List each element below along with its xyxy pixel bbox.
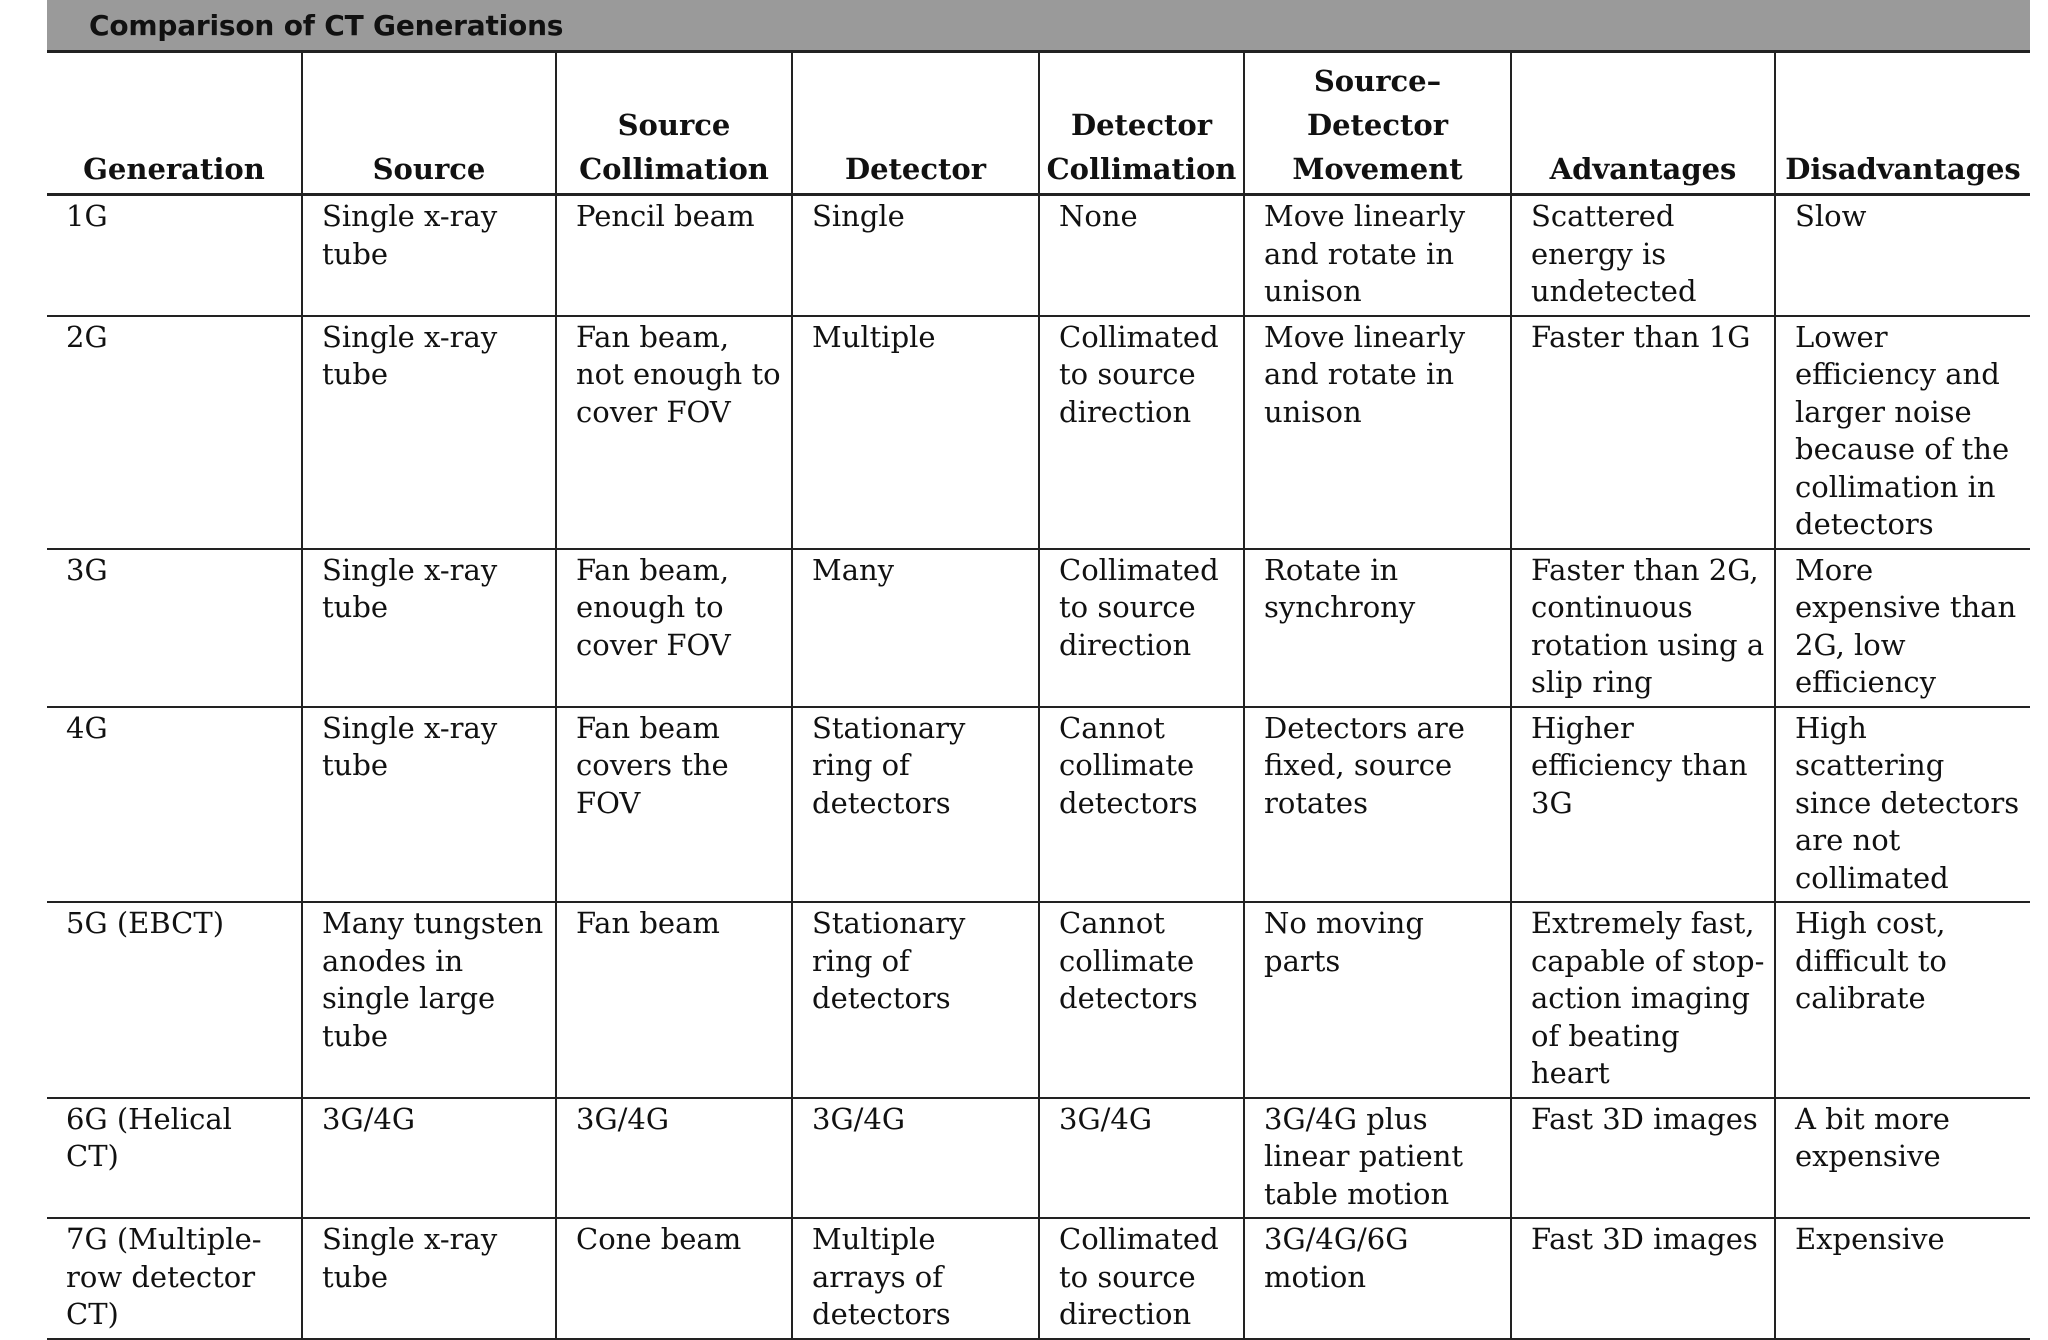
cell-source-collimation: Fan beam covers the FOV (556, 707, 792, 903)
header-detector-collimation: Detector Collimation (1039, 53, 1244, 195)
cell-generation: 4G (47, 707, 302, 903)
cell-disadvantages: High cost, difficult to calibrate (1775, 902, 2030, 1098)
cell-movement: 3G/4G plus linear patient table motion (1244, 1098, 1511, 1219)
cell-detector: Stationary ring of detectors (792, 707, 1039, 903)
cell-source: Single x-ray tube (302, 195, 556, 316)
cell-source-collimation: Pencil beam (556, 195, 792, 316)
cell-advantages: Higher efficiency than 3G (1511, 707, 1775, 903)
table-row (47, 549, 2030, 707)
header-source-detector-movement: Source–Detector Movement (1244, 53, 1511, 195)
cell-advantages: Fast 3D images (1511, 1098, 1775, 1219)
header-disadvantages: Disadvantages (1775, 53, 2030, 195)
cell-disadvantages: Slow (1775, 195, 2030, 316)
cell-advantages: Extremely fast, capable of stop-action imaging of beating heart (1511, 902, 1775, 1098)
cell-disadvantages: A bit more expensive (1775, 1098, 2030, 1219)
cell-source: Single x-ray tube (302, 1218, 556, 1339)
cell-movement: 3G/4G/6G motion (1244, 1218, 1511, 1339)
cell-generation: 1G (47, 195, 302, 316)
cell-disadvantages: More expensive than 2G, low efficiency (1775, 549, 2030, 707)
cell-advantages: Fast 3D images (1511, 1218, 1775, 1339)
table-row (47, 195, 2030, 316)
header-source-collimation: Source Collimation (556, 53, 792, 195)
cell-detector-collimation: Collimated to source direction (1039, 1218, 1244, 1339)
cell-generation: 7G (Multiple-row detector CT) (47, 1218, 302, 1339)
cell-source-collimation: Fan beam (556, 902, 792, 1098)
cell-source-collimation: 3G/4G (556, 1098, 792, 1219)
cell-disadvantages: Lower efficiency and larger noise because of the collimation in detectors (1775, 316, 2030, 549)
cell-disadvantages: High scattering since detectors are not collimated (1775, 707, 2030, 903)
cell-generation: 5G (EBCT) (47, 902, 302, 1098)
cell-detector: Multiple (792, 316, 1039, 549)
cell-detector: Single (792, 195, 1039, 316)
cell-movement: Rotate in synchrony (1244, 549, 1511, 707)
cell-detector-collimation: Collimated to source direction (1039, 549, 1244, 707)
header-generation: Generation (47, 53, 302, 195)
cell-source: Many tungsten anodes in single large tube (302, 902, 556, 1098)
cell-disadvantages: Expensive (1775, 1218, 2030, 1339)
cell-generation: 6G (Helical CT) (47, 1098, 302, 1219)
table-title-bar (47, 0, 2030, 53)
cell-source: Single x-ray tube (302, 549, 556, 707)
cell-movement: No moving parts (1244, 902, 1511, 1098)
cell-movement: Move linearly and rotate in unison (1244, 316, 1511, 549)
header-detector: Detector (792, 53, 1039, 195)
cell-detector-collimation: None (1039, 195, 1244, 316)
document (47, 0, 2030, 1331)
table-title: Comparison of CT Generations (89, 8, 564, 42)
header-row (47, 53, 2030, 195)
table-row (47, 1098, 2030, 1219)
ct-generations-table (47, 53, 2030, 1340)
cell-advantages: Scattered energy is undetected (1511, 195, 1775, 316)
cell-advantages: Faster than 2G, continuous rotation using a slip ring (1511, 549, 1775, 707)
cell-generation: 3G (47, 549, 302, 707)
cell-detector-collimation: Collimated to source direction (1039, 316, 1244, 549)
cell-source: 3G/4G (302, 1098, 556, 1219)
cell-source-collimation: Fan beam, not enough to cover FOV (556, 316, 792, 549)
cell-detector: Many (792, 549, 1039, 707)
table-row (47, 707, 2030, 903)
table-row (47, 316, 2030, 549)
cell-detector: Stationary ring of detectors (792, 902, 1039, 1098)
cell-detector-collimation: Cannot collimate detectors (1039, 902, 1244, 1098)
cell-source: Single x-ray tube (302, 316, 556, 549)
cell-source: Single x-ray tube (302, 707, 556, 903)
table-row (47, 902, 2030, 1098)
cell-source-collimation: Fan beam, enough to cover FOV (556, 549, 792, 707)
cell-source-collimation: Cone beam (556, 1218, 792, 1339)
cell-detector: Multiple arrays of detectors (792, 1218, 1039, 1339)
table-row (47, 1218, 2030, 1339)
cell-detector-collimation: 3G/4G (1039, 1098, 1244, 1219)
cell-movement: Detectors are fixed, source rotates (1244, 707, 1511, 903)
cell-movement: Move linearly and rotate in unison (1244, 195, 1511, 316)
header-source: Source (302, 53, 556, 195)
cell-detector: 3G/4G (792, 1098, 1039, 1219)
header-advantages: Advantages (1511, 53, 1775, 195)
cell-generation: 2G (47, 316, 302, 549)
cell-detector-collimation: Cannot collimate detectors (1039, 707, 1244, 903)
cell-advantages: Faster than 1G (1511, 316, 1775, 549)
